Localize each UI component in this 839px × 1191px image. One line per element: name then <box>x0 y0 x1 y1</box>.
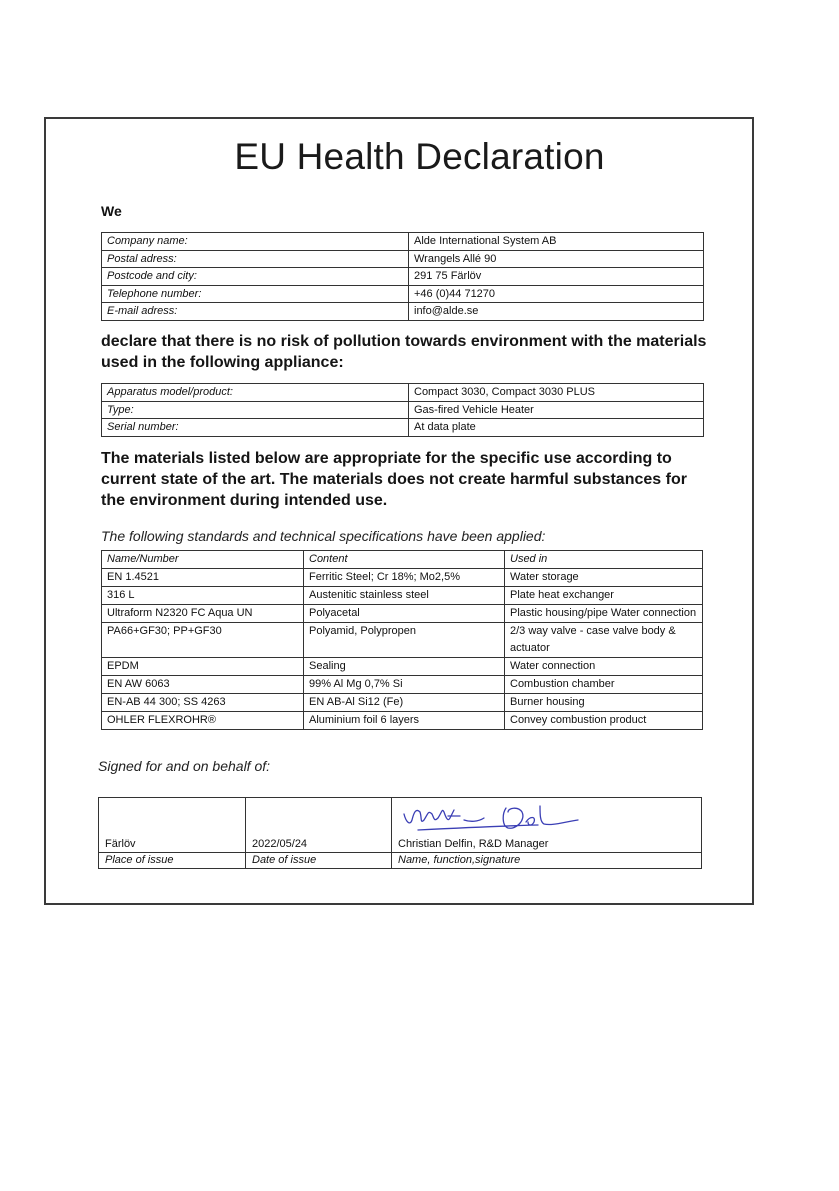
table-cell: EN AB-Al Si12 (Fe) <box>304 694 505 712</box>
table-row <box>102 605 703 623</box>
table-cell: Combustion chamber <box>505 676 703 694</box>
company-table <box>101 232 704 321</box>
company-name-label: Company name: <box>102 233 409 251</box>
table-row <box>102 233 704 251</box>
column-header: Content <box>304 551 505 569</box>
table-row <box>102 658 703 676</box>
table-cell: Burner housing <box>505 694 703 712</box>
signer-name: Christian Delfin, R&D Manager <box>398 838 549 850</box>
table-cell: Sealing <box>304 658 505 676</box>
table-cell: Austenitic stainless steel <box>304 587 505 605</box>
company-name-value: Alde International System AB <box>409 233 704 251</box>
date-value: 2022/05/24 <box>246 798 392 853</box>
table-row <box>102 250 704 268</box>
type-value: Gas-fired Vehicle Heater <box>409 401 704 419</box>
table-row <box>102 268 704 286</box>
standards-heading: The following standards and technical specifications have been applied: <box>101 528 546 544</box>
table-row <box>102 419 704 437</box>
table-cell: Ferritic Steel; Cr 18%; Mo2,5% <box>304 569 505 587</box>
name-label: Name, function,signature <box>392 853 702 869</box>
materials-statement: The materials listed below are appropriate for the specific use according to current state of the art. The materials does not create harmful substances for the environment during intended use. <box>101 450 687 509</box>
postal-address-label: Postal adress: <box>102 250 409 268</box>
table-cell: Water connection <box>505 658 703 676</box>
table-header-row <box>102 551 703 569</box>
postcode-label: Postcode and city: <box>102 268 409 286</box>
table-row <box>102 694 703 712</box>
place-value: Färlöv <box>99 798 246 853</box>
table-row <box>102 569 703 587</box>
table-cell: 316 L <box>102 587 304 605</box>
appliance-table <box>101 383 704 437</box>
intro-text: We <box>101 203 122 219</box>
table-cell: Polyacetal <box>304 605 505 623</box>
table-row <box>102 587 703 605</box>
date-label: Date of issue <box>246 853 392 869</box>
table-cell: EN 1.4521 <box>102 569 304 587</box>
table-cell: Plate heat exchanger <box>505 587 703 605</box>
table-cell: Plastic housing/pipe Water connection <box>505 605 703 623</box>
table-cell: EPDM <box>102 658 304 676</box>
table-cell: OHLER FLEXROHR® <box>102 712 304 730</box>
telephone-value: +46 (0)44 71270 <box>409 285 704 303</box>
handwritten-signature <box>398 800 598 836</box>
table-row <box>99 798 702 853</box>
table-cell: Aluminium foil 6 layers <box>304 712 505 730</box>
table-cell: Ultraform N2320 FC Aqua UN <box>102 605 304 623</box>
table-cell: Water storage <box>505 569 703 587</box>
type-label: Type: <box>102 401 409 419</box>
column-header: Used in <box>505 551 703 569</box>
table-row <box>102 384 704 402</box>
postcode-value: 291 75 Färlöv <box>409 268 704 286</box>
signed-heading: Signed for and on behalf of: <box>98 758 271 774</box>
place-label: Place of issue <box>99 853 246 869</box>
table-row <box>99 853 702 869</box>
table-cell: Convey combustion product <box>505 712 703 730</box>
table-cell: PA66+GF30; PP+GF30 <box>102 623 304 658</box>
table-cell: EN AW 6063 <box>102 676 304 694</box>
table-row <box>102 676 703 694</box>
table-cell: 2/3 way valve - case valve body & actuator <box>505 623 703 658</box>
apparatus-label: Apparatus model/product: <box>102 384 409 402</box>
signature-table <box>98 797 702 869</box>
page-title: EU Health Declaration <box>234 136 605 177</box>
table-row <box>102 303 704 321</box>
serial-label: Serial number: <box>102 419 409 437</box>
table-row <box>102 401 704 419</box>
table-row <box>102 712 703 730</box>
table-row <box>102 623 703 658</box>
table-row <box>102 285 704 303</box>
email-value: info@alde.se <box>409 303 704 321</box>
apparatus-value: Compact 3030, Compact 3030 PLUS <box>409 384 704 402</box>
declaration-statement: declare that there is no risk of pollution towards environment with the materials used in the following appliance: <box>101 333 707 371</box>
column-header: Name/Number <box>102 551 304 569</box>
telephone-label: Telephone number: <box>102 285 409 303</box>
standards-table <box>101 550 703 730</box>
signature-cell <box>392 798 702 853</box>
serial-value: At data plate <box>409 419 704 437</box>
table-cell: 99% Al Mg 0,7% Si <box>304 676 505 694</box>
table-cell: Polyamid, Polypropen <box>304 623 505 658</box>
table-cell: EN-AB 44 300; SS 4263 <box>102 694 304 712</box>
postal-address-value: Wrangels Allé 90 <box>409 250 704 268</box>
email-label: E-mail adress: <box>102 303 409 321</box>
